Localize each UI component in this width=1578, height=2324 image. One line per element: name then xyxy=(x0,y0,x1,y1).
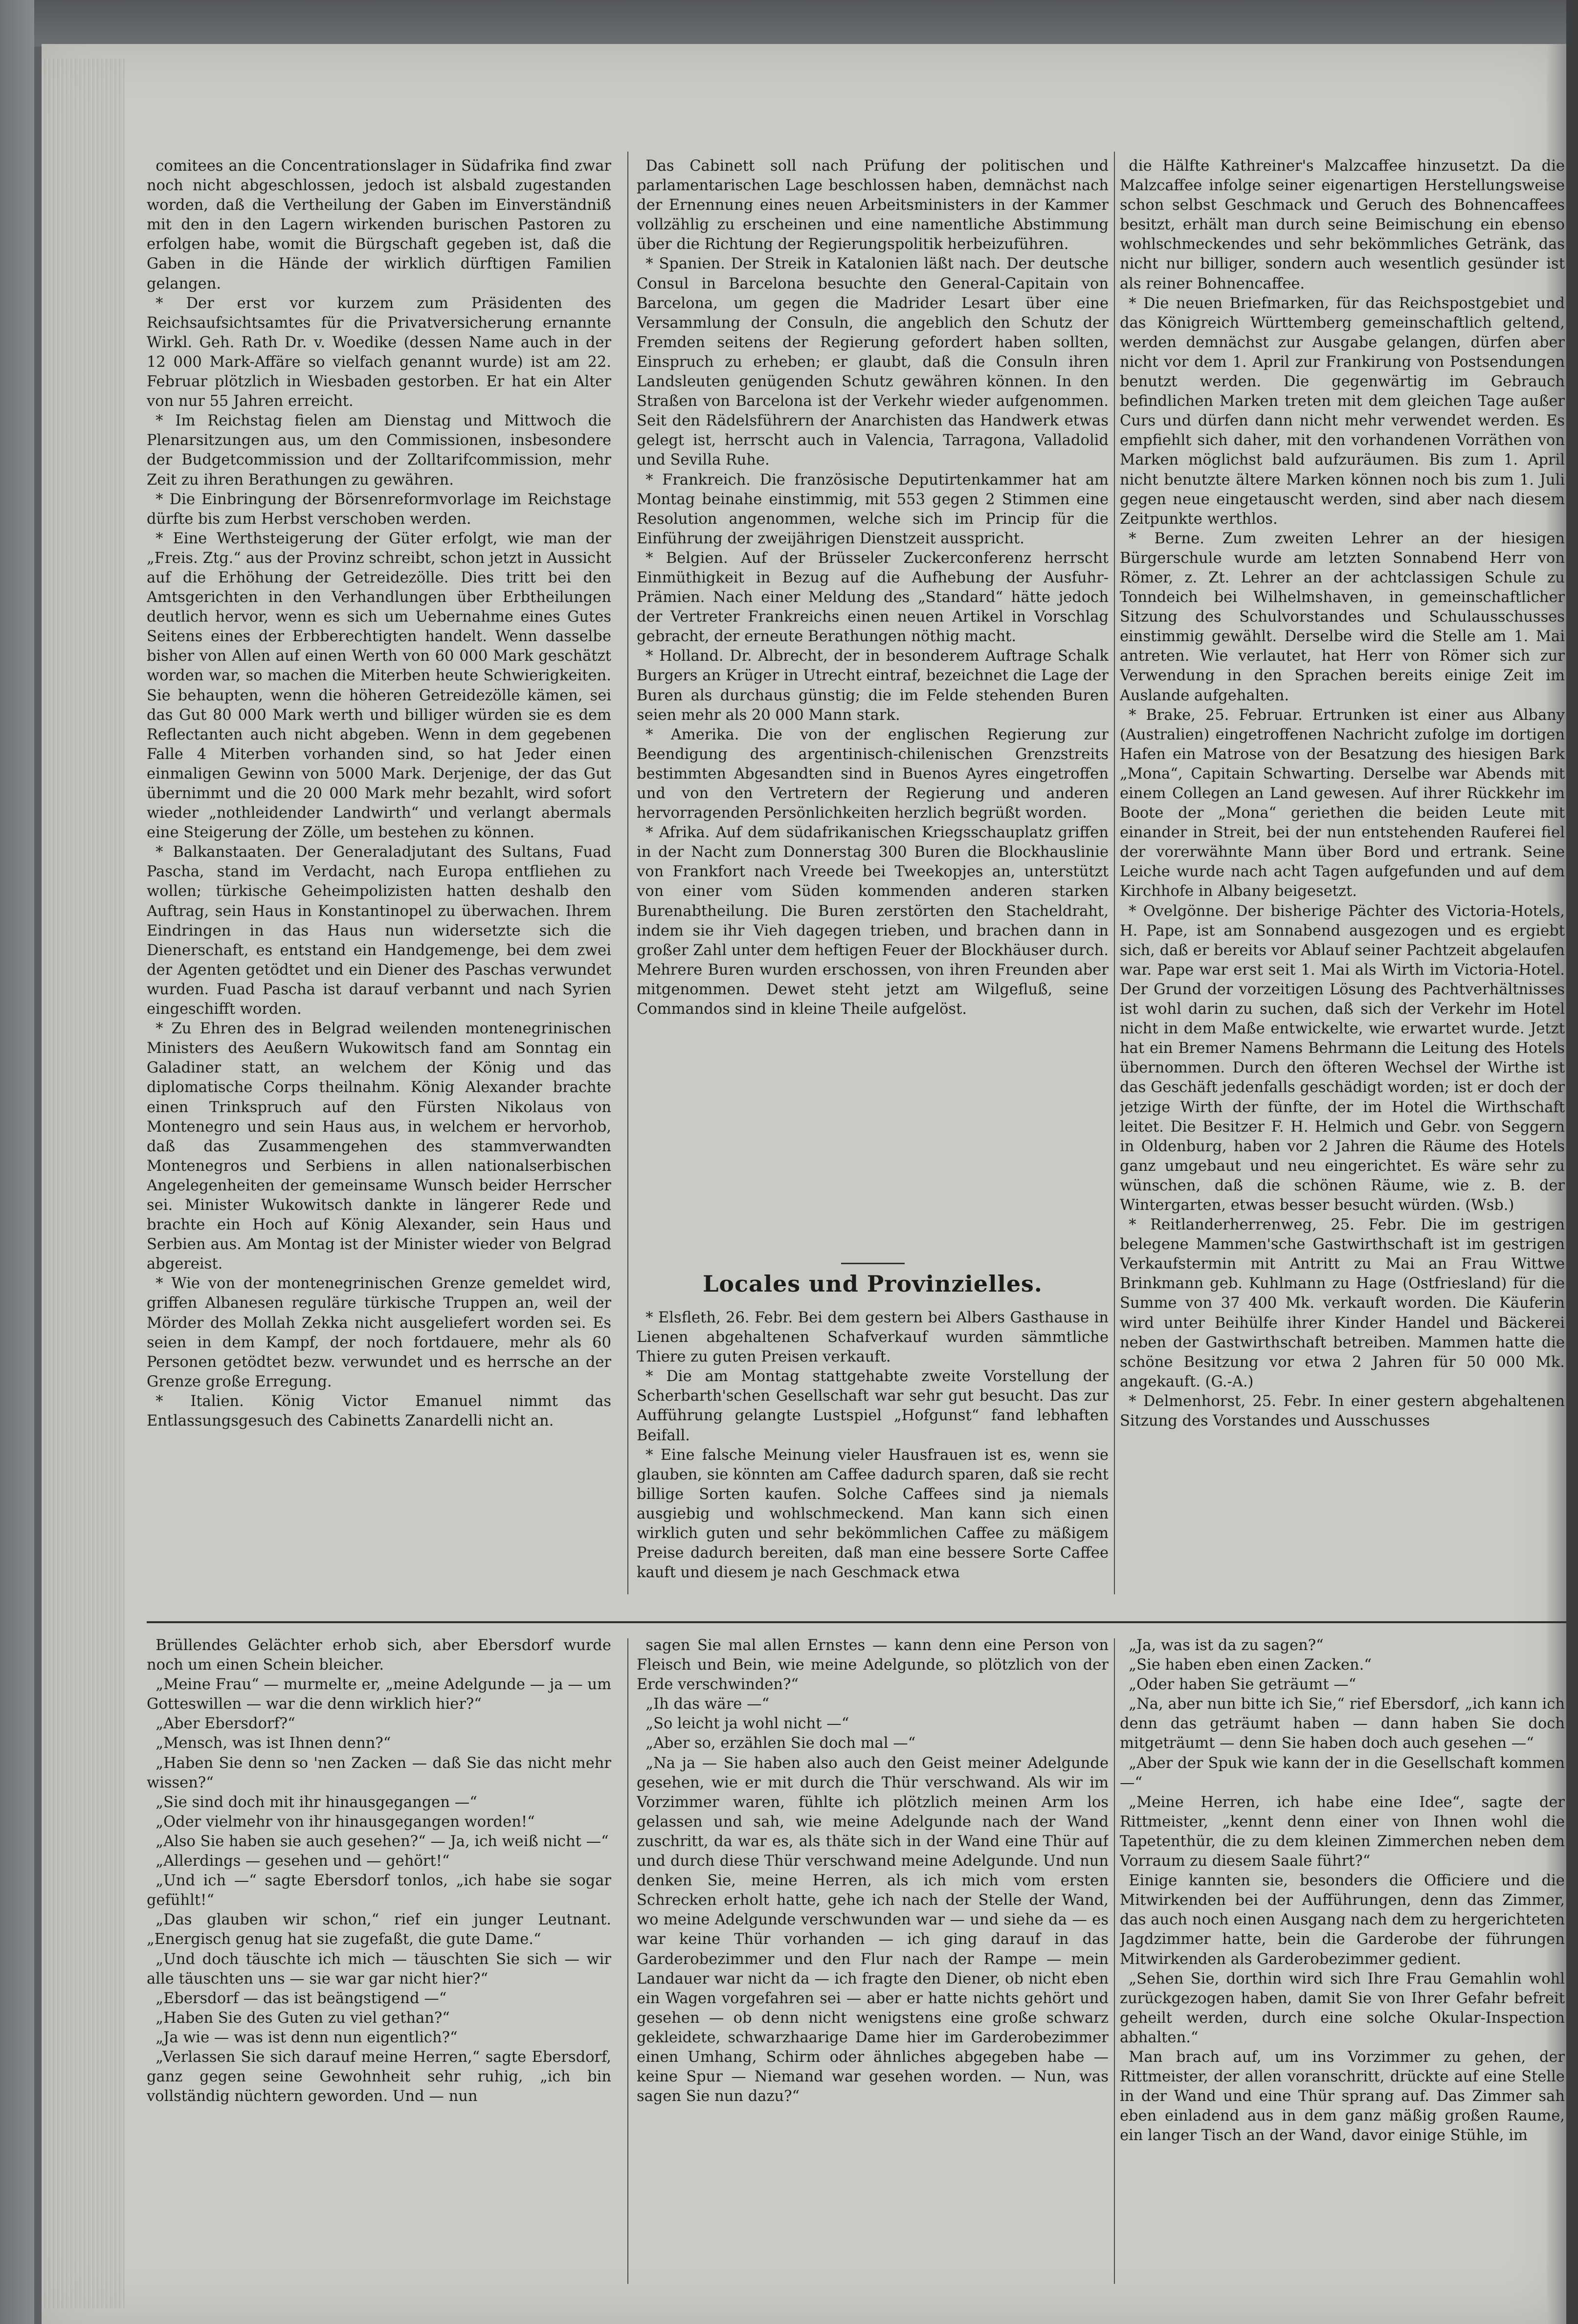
article-paragraph: „Aber der Spuk wie kann der in die Gesellschaft kommen —“ xyxy=(1120,1754,1565,1791)
article-paragraph: „So leicht ja wohl nicht —“ xyxy=(645,1715,849,1733)
article-paragraph: „Also Sie haben sie auch gesehen?“ — Ja, ich weiß nicht —“ xyxy=(156,1832,609,1850)
page-edge-stack xyxy=(42,59,125,2308)
section-title-locales: Locales und Provinzielles. xyxy=(703,1271,1043,1297)
article-paragraph: „Das glauben wir schon,“ rief ein junger Leutnant. „Energisch genug hat sie zugefaßt, die gute Dame.“ xyxy=(147,1911,611,1948)
article-paragraph: * Delmenhorst, 25. Febr. In einer gestern abgehaltenen Sitzung des Vorstandes und Ausschusses xyxy=(1120,1392,1565,1430)
article-paragraph: „Na, aber nun bitte ich Sie,“ rief Ebersdorf, „ich kann ich denn das geträumt haben — dann haben Sie doch mitgeträumt — denn Sie haben doch auch gesehen —“ xyxy=(1120,1696,1565,1752)
article-paragraph: „Ja, was ist da zu sagen?“ xyxy=(1129,1637,1324,1654)
article-paragraph: „Meine Frau“ — murmelte er, „meine Adelgunde — ja — um Gotteswillen — war die denn wirklich hier?“ xyxy=(147,1676,611,1713)
scan-background-top xyxy=(0,0,1578,46)
article-paragraph: * Spanien. Der Streik in Katalonien läßt nach. Der deutsche Consul in Barcelona besuchte den General-Capitain von Barcelona, um gegen die Madrider Lesart über eine Versammlung der Consuln, die angeblich den Schutz der Fremden seitens der Regierung gefordert haben sollten, Einspruch zu erheben; er glaubt, daß die Consuln ihren Landsleuten genügenden Schutz gewähren können. In den Straßen von Barcelona ist der Verkehr wieder aufgenommen. Seit den Rädelsführern der Anarchisten das Handwerk etwas gelegt ist, herrscht auch in Valencia, Tarragona, Valladolid und Sevilla Ruhe. xyxy=(637,255,1109,469)
article-paragraph: * Wie von der montenegrinischen Grenze gemeldet wird, griffen Albanesen reguläre türkische Truppen an, weil der Mörder des Mollah Zekka nicht ausgeliefert worden sei. Es seien in dem Kampf, der noch fortdauere, mehr als 60 Personen getödtet bezw. verwundet und es herrsche an der Grenze große Erregung. xyxy=(147,1275,611,1390)
news-column-2 xyxy=(637,156,1109,1264)
column-rule xyxy=(1114,152,1115,1594)
article-paragraph: „Meine Herren, ich habe eine Idee“, sagte der Rittmeister, „kennt denn einer von Ihnen wohl die Tapetenthür, die zu dem kleinen Zimmerchen neben dem Vorraum zu diesem Saale führt?“ xyxy=(1120,1793,1565,1870)
article-paragraph: „Sie sind doch mit ihr hinausgegangen —“ xyxy=(156,1793,477,1811)
feuilleton-column-1 xyxy=(147,1636,611,2281)
article-paragraph: * Ovelgönne. Der bisherige Pächter des Victoria-Hotels, H. Pape, ist am Sonnabend ausgezogen und es ergiebt sich, daß er bereits vor Ablauf seiner Pachtzeit abgelaufen war. Pape war erst seit 1. Mai als Wirth im Victoria-Hotel. Der Grund der vorzeitigen Lösung des Pachtverhältnisses ist wohl darin zu suchen, daß sich der Verkehr im Hotel nicht in dem Maße entwickelte, wie erwartet wurde. Jetzt hat ein Bremer Namens Behrmann die Leitung des Hotels übernommen. Durch den öfteren Wechsel der Wirthe ist das Geschäft jedenfalls geschädigt worden; ist er doch der jetzige Wirth der fünfte, der im Hotel die Wirthschaft leitet. Die Besitzer F. H. Helmich und Gebr. von Seggern in Oldenburg, haben vor 2 Jahren die Räume des Hotels ganz umgebaut und neu eingerichtet. Es wäre sehr zu wünschen, daß die schönen Räume, wie z. B. der Wintergarten, etwas besser besucht würden. (Wsb.) xyxy=(1120,902,1565,1214)
article-paragraph: comitees an die Concentrationslager in Südafrika find zwar noch nicht abgeschlossen, jedoch ist alsbald zugestanden worden, daß die Vertheilung der Gaben im Einverständniß mit den in den Lagern wirkenden burischen Pastoren zu erfolgen habe, womit die Bürgschaft gegeben ist, daß die Gaben in die Hände der wirklich dürftigen Familien gelangen. xyxy=(147,157,611,292)
article-paragraph: „Und doch täuschte ich mich — täuschten Sie sich — wir alle täuschten uns — sie war gar nicht hier?“ xyxy=(147,1950,611,1988)
scan-background-right xyxy=(1566,0,1578,2324)
feuilleton-separator xyxy=(147,1621,1566,1623)
article-paragraph: „Oder haben Sie geträumt —“ xyxy=(1129,1676,1356,1694)
article-paragraph: „Ebersdorf — das ist beängstigend —“ xyxy=(156,1989,447,2007)
section-divider xyxy=(841,1263,905,1264)
scan-background-left xyxy=(0,0,34,2324)
article-paragraph: * Belgien. Auf der Brüsseler Zuckerconferenz herrscht Einmüthigkeit in Bezug auf die Aufhebung der Ausfuhr-Prämien. Nach einer Meldung des „Standard“ hätte jedoch der Vertreter Frankreichs einen neuen Artikel in Vorschlag gebracht, der erneute Berathungen nöthig macht. xyxy=(637,549,1109,646)
article-paragraph: * Zu Ehren des in Belgrad weilenden montenegrinischen Ministers des Aeußern Wukowitsch fand am Sonntag ein Galadiner statt, an welchem der König und das diplomatische Corps theilnahm. König Alexander brachte einen Trinkspruch auf den Fürsten Nikolaus von Montenegro und sein Haus aus, in welchem er hervorhob, daß das Zusammengehen des stammverwandten Montenegros und Serbiens in allen nationalserbischen Angelegenheiten der gemeinsame Wunsch beider Herrscher sei. Minister Wukowitsch dankte in längerer Rede und brachte ein Hoch auf König Alexander, sein Haus und Serbien aus. Am Montag ist der Minister wieder von Belgrad abgereist. xyxy=(147,1020,611,1273)
article-paragraph: * Der erst vor kurzem zum Präsidenten des Reichsaufsichtsamtes für die Privatversicherung ernannte Wirkl. Geh. Rath Dr. v. Woedike (dessen Name auch in der 12 000 Mark-Affäre so vielfach genannt wurde) ist am 22. Februar plötzlich in Wiesbaden gestorben. Er hat ein Alter von nur 55 Jahren erreicht. xyxy=(147,294,611,410)
article-paragraph: * Brake, 25. Februar. Ertrunken ist einer aus Albany (Australien) eingetroffenen Nachricht zufolge im dortigen Hafen ein Matrose von der Besatzung des hiesigen Bark „Mona“, Capitain Schwarting. Derselbe war Abends mit einem Collegen an Land gewesen. Auf ihrer Rückkehr im Boote der „Mona“ geriethen die beiden Leute mit einander in Streit, bei der nun entstehenden Rauferei fiel der vorerwähnte Mann über Bord und ertrank. Seine Leiche wurde nach acht Tagen aufgefunden und auf dem Kirchhofe in Albany beigesetzt. xyxy=(1120,706,1565,900)
article-paragraph: * Eine falsche Meinung vieler Hausfrauen ist es, wenn sie glauben, sie könnten am Caffee dadurch sparen, daß sie recht billige Sorten kaufen. Solche Caffees sind ja niemals ausgiebig und wohlschmeckend. Man kann sich einen wirklich guten und sehr bekömmlichen Caffee zu mäßigem Preise dadurch bereiten, daß man eine bessere Sorte Caffee kauft und diesem je nach Geschmack etwa xyxy=(637,1446,1109,1582)
article-paragraph: * Eine Werthsteigerung der Güter erfolgt, wie man der „Freis. Ztg.“ aus der Provinz schreibt, schon jetzt in Aussicht auf die Erhöhung der Getreidezölle. Dies tritt bei den Amtsgerichten in den Verhandlungen über Erbtheilungen deutlich hervor, wenn es sich um Uebernahme eines Gutes Seitens eines der Erbberechtigten handelt. Wenn dasselbe bisher von Allen auf einen Werth von 60 000 Mark geschätzt worden war, so machen die Miterben heute Schwierigkeiten. Sie behaupten, wenn die höheren Getreidezölle kämen, sei das Gut 80 000 Mark werth und billiger würden sie es dem Reflectanten auch nicht abgeben. Wenn in dem gegebenen Falle 4 Miterben vorhanden sind, so hat Jeder einen einmaligen Gewinn von 5000 Mark. Derjenige, der das Gut übernimmt und die 20 000 Mark mehr bezahlt, wird sofort wieder „nothleidender Landwirth“ und verlangt abermals eine Steigerung der Zölle, um bestehen zu können. xyxy=(147,530,611,842)
article-paragraph: * Holland. Dr. Albrecht, der in besonderem Auftrage Schalk Burgers an Krüger in Utrecht eintraf, bezeichnet die Lage der Buren als durchaus günstig; die im Felde stehenden Buren seien mehr als 20 000 Mann stark. xyxy=(637,648,1109,724)
article-paragraph: * Elsfleth, 26. Febr. Bei dem gestern bei Albers Gasthause in Lienen abgehaltenen Schafverkauf wurden sämmtliche Thiere zu guten Preisen verkauft. xyxy=(637,1309,1109,1366)
article-paragraph: Einige kannten sie, besonders die Officiere und die Mitwirkenden bei der Aufführungen, denn das Zimmer, das auch noch einen Ausgang nach dem zu hergerichteten Jagdzimmer hatte, bein die Garderobe der führungen Mitwirkenden als Garderobezimmer gedient. xyxy=(1120,1872,1565,1968)
article-paragraph: Brüllendes Gelächter erhob sich, aber Ebersdorf wurde noch um einen Schein bleicher. xyxy=(147,1637,611,1674)
article-paragraph: „Na ja — Sie haben also auch den Geist meiner Adelgunde gesehen, wie er mit durch die Thür verschwand. Als wir im Vorzimmer waren, fühlte ich plötzlich meinen Arm los gelassen und sah, wie meine Adelgunde nach der Wand zuschritt, da war es, als thäte sich in der Wand eine Thür auf und durch diese Thür verschwand meine Adelgunde. Und nun denken Sie, meine Herren, als ich mich vom ersten Schrecken erholt hatte, gehe ich nach der Stelle der Wand, wo meine Adelgunde verschwunden war — und siehe da — es war keine Thür vorhanden — ich ging darauf in das Garderobezimmer und den Flur nach der Rampe — mein Landauer war nicht da — ich fragte den Diener, ob nicht eben ein Wagen vorgefahren sei — aber er hatte nichts gehört und gesehen — ob denn nicht wenigstens eine große schwarz gekleidete, schwarzhaarige Dame hier im Garderobezimmer einen Umhang, Schirm oder ähnliches abgegeben habe — keine Spur — Niemand war gesehen worden. — Nun, was sagen Sie nun dazu?“ xyxy=(637,1754,1109,2105)
article-paragraph: * Die am Montag stattgehabte zweite Vorstellung der Scherbarth'schen Gesellschaft war sehr gut besucht. Das zur Aufführung gelangte Lustspiel „Hofgunst“ fand lebhaften Beifall. xyxy=(637,1368,1109,1444)
article-paragraph: * Die neuen Briefmarken, für das Reichspostgebiet und das Königreich Württemberg gemeinschaftlich geltend, werden demnächst zur Ausgabe gelangen, dürfen aber nicht vor dem 1. April zur Frankirung von Postsendungen benutzt werden. Die gegenwärtig im Gebrauch befindlichen Marken treten mit dem gleichen Tage außer Curs und dürfen dann nicht mehr verwendet werden. Es empfiehlt sich daher, mit den vorhandenen Vorräthen von Marken möglichst bald aufzuräumen. Bis zum 1. April nicht benutzte ältere Marken können noch bis zum 1. Juli gegen neue eingetauscht werden, sind aber nach diesem Zeitpunkte werthlos. xyxy=(1120,294,1565,528)
article-paragraph: „Sie haben eben einen Zacken.“ xyxy=(1129,1656,1372,1674)
news-column-1 xyxy=(147,156,611,1585)
feuilleton-column-3 xyxy=(1120,1636,1565,2281)
news-column-3 xyxy=(1120,156,1565,1585)
article-paragraph: „Sehen Sie, dorthin wird sich Ihre Frau Gemahlin wohl zurückgezogen haben, damit Sie von Ihrer Gefahr befreit geheilt werden, durch eine solche Okular-Inspection abhalten.“ xyxy=(1120,1970,1565,2046)
article-paragraph: „Haben Sie des Guten zu viel gethan?“ xyxy=(156,2009,450,2027)
article-paragraph: „Aber so, erzählen Sie doch mal —“ xyxy=(645,1735,916,1752)
article-paragraph: „Allerdings — gesehen und — gehört!“ xyxy=(156,1853,450,1870)
article-paragraph: die Hälfte Kathreiner's Malzcaffee hinzusetzt. Da die Malzcaffee infolge seiner eigenartigen Herstellungsweise schon selbst Geschmack und Geruch des Bohnencaffees besitzt, erhält man durch seine Beimischung ein ebenso wohlschmeckendes und sehr bekömmliches Getränk, das nicht nur billiger, sondern auch wesentlich gesünder ist als reiner Bohnencaffee. xyxy=(1120,157,1565,292)
article-paragraph: „Und ich —“ sagte Ebersdorf tonlos, „ich habe sie sogar gefühlt!“ xyxy=(147,1872,611,1909)
article-paragraph: * Frankreich. Die französische Deputirtenkammer hat am Montag beinahe einstimmig, mit 553 gegen 2 Stimmen eine Resolution angenommen, welche sich im Princip für die Einführung der zweijährigen Dienstzeit ausspricht. xyxy=(637,471,1109,547)
article-paragraph: * Italien. König Victor Emanuel nimmt das Entlassungsgesuch des Cabinetts Zanardelli nicht an. xyxy=(147,1392,611,1430)
column-rule xyxy=(627,1638,628,2284)
article-paragraph: * Im Reichstag fielen am Dienstag und Mittwoch die Plenarsitzungen aus, um den Commissionen, insbesondere der Budgetcommission und der Zolltarifcommission, mehr Zeit zu ihren Berathungen zu gewähren. xyxy=(147,412,611,489)
article-paragraph: * Balkanstaaten. Der Generaladjutant des Sultans, Fuad Pascha, stand im Verdacht, nach Europa entfliehen zu wollen; türkische Geheimpolizisten hatten deshalb den Auftrag, sein Haus in Konstantinopel zu überwachen. Ihrem Eindringen in das Haus nun widersetzte sich die Dienerschaft, es entstand ein Handgemenge, bei dem zwei der Agenten getödtet und ein Diener des Paschas verwundet wurden. Fuad Pascha ist darauf verbannt und nach Syrien eingeschifft worden. xyxy=(147,844,611,1018)
article-paragraph: Man brach auf, um ins Vorzimmer zu gehen, der Rittmeister, der allen voranschritt, drückte auf eine Stelle in der Wand und eine Thür sprang auf. Das Zimmer sah eben einladend aus in dem ganz mäßig großen Raume, ein langer Tisch an der Wand, davor einige Stühle, im xyxy=(1120,2048,1565,2145)
column-rule xyxy=(627,152,628,1594)
article-paragraph: * Reitlanderherrenweg, 25. Febr. Die im gestrigen belegene Mammen'sche Gastwirthschaft ist im gestrigen Verkaufstermin mit Antritt zu Mai an Frau Wittwe Brinkmann geb. Kuhlmann zu Hage (Ostfriesland) für die Summe von 37 400 Mk. verkauft worden. Die Käuferin wird unter Beihülfe ihrer Kinder Handel und Bäckerei neben der Gastwirthschaft betreiben. Mammen hatte die schöne Besitzung vor etwa 2 Jahren für 50 000 Mk. angekauft. (G.-A.) xyxy=(1120,1216,1565,1390)
article-paragraph: „Mensch, was ist Ihnen denn?“ xyxy=(156,1735,391,1752)
article-paragraph: * Die Einbringung der Börsenreformvorlage im Reichstage dürfte bis zum Herbst verschoben werden. xyxy=(147,491,611,528)
article-paragraph: sagen Sie mal allen Ernstes — kann denn eine Person von Fleisch und Bein, wie meine Adelgunde, so plötzlich von der Erde verschwinden?“ xyxy=(637,1637,1109,1694)
article-paragraph: „Verlassen Sie sich darauf meine Herren,“ sagte Ebersdorf, ganz gegen seine Gewohnheit sehr ruhig, „ich bin vollständig nüchtern geworden. Und — nun xyxy=(147,2048,611,2105)
article-paragraph: * Berne. Zum zweiten Lehrer an der hiesigen Bürgerschule wurde am letzten Sonnabend Herr von Römer, z. Zt. Lehrer an der achtclassigen Schule zu Tonndeich bei Wilhelmshaven, in gemeinschaftlicher Sitzung des Schulvorstandes und Schulausschusses einstimmig gewählt. Derselbe wird die Stelle am 1. Mai antreten. Wie verlautet, hat Herr von Römer sich zur Verwendung in den Sprachen bereits einige Zeit im Auslande aufgehalten. xyxy=(1120,530,1565,704)
article-paragraph: „Aber Ebersdorf?“ xyxy=(156,1715,295,1733)
article-paragraph: „Ih das wäre —“ xyxy=(645,1696,770,1713)
article-paragraph: * Afrika. Auf dem südafrikanischen Kriegsschauplatz griffen in der Nacht zum Donnerstag 300 Buren die Blockhauslinie von Frankfort nach Vreede bei Tweekopjes an, unterstützt von einer vom Süden kommenden anderen starken Burenabtheilung. Die Buren zerstörten den Stacheldraht, indem sie ihr Vieh dagegen trieben, und brachen dann in großer Zahl unter dem heftigen Feuer der Blockhäuser durch. Mehrere Buren wurden erschossen, von ihren Freunden aber mitgenommen. Dewet steht jetzt am Wilgefluß, seine Commandos sind in kleine Theile aufgelöst. xyxy=(637,824,1109,1018)
article-paragraph: „Oder vielmehr von ihr hinausgegangen worden!“ xyxy=(156,1813,535,1831)
locales-section-body xyxy=(637,1308,1109,1585)
article-paragraph: Das Cabinett soll nach Prüfung der politischen und parlamentarischen Lage beschlossen haben, demnächst nach der Ernennung eines neuen Arbeitsministers in der Kammer vollzählig zu erscheinen und eine namentliche Abstimmung über die Richtung der Regierungspolitik herbeizuführen. xyxy=(637,157,1109,253)
column-rule xyxy=(1114,1638,1115,2284)
article-paragraph: * Amerika. Die von der englischen Regierung zur Beendigung des argentinisch-chilenischen Grenzstreits bestimmten Abgesandten sind in Buenos Ayres eingetroffen und von den Vertretern der Regierung und anderen hervorragenden Persönlichkeiten herzlich begrüßt worden. xyxy=(637,726,1109,822)
article-paragraph: „Haben Sie denn so 'nen Zacken — daß Sie das nicht mehr wissen?“ xyxy=(147,1754,611,1791)
article-paragraph: „Ja wie — was ist denn nun eigentlich?“ xyxy=(156,2029,458,2046)
feuilleton-column-2 xyxy=(637,1636,1109,2281)
